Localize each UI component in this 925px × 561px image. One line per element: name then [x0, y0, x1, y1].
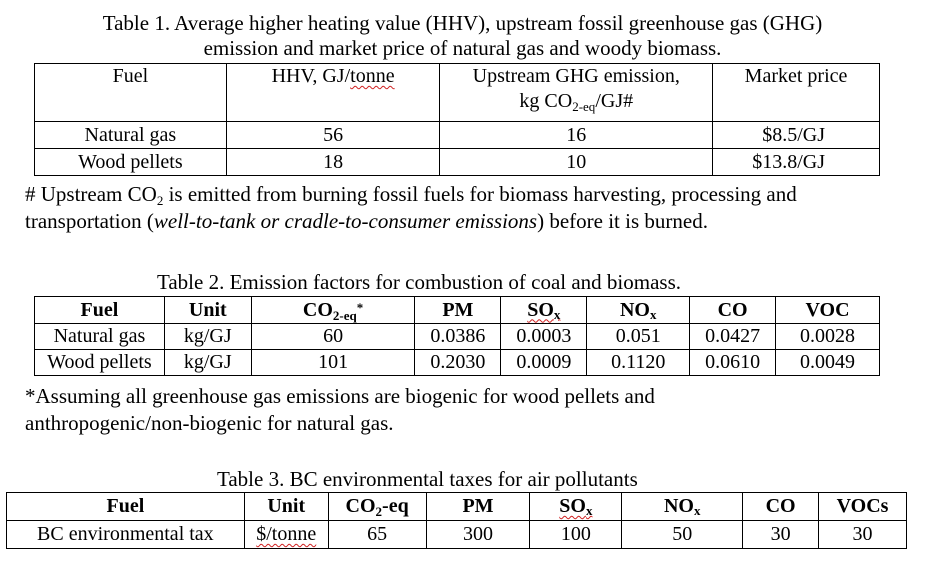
table2-cell-nox: 0.051 [587, 324, 690, 350]
co2-post: -eq [382, 495, 409, 517]
table2-cell-pm: 0.2030 [415, 350, 501, 376]
table3-header-co2 [328, 493, 426, 521]
table2-cell-voc: 0.0028 [776, 324, 880, 350]
table1-cell-ghg: 16 [440, 122, 713, 149]
table3-cell-pm: 300 [426, 521, 530, 549]
table2-header-co: CO [690, 297, 776, 324]
sox-label [559, 495, 592, 517]
table2-cell-co: 0.0610 [690, 350, 776, 376]
table2-header-row [35, 297, 880, 324]
sox-pre: SO [559, 495, 586, 517]
table3-header-row [7, 493, 907, 521]
table1-footnote [25, 181, 915, 235]
table2-cell-fuel: Natural gas [35, 324, 165, 350]
table2-header-unit: Unit [164, 297, 251, 324]
table2-cell-co2: 101 [251, 350, 415, 376]
table2-footnote-line1: *Assuming all greenhouse gas emissions are biogenic for wood pellets and [25, 384, 655, 408]
table1-footnote-line2 [25, 208, 915, 235]
table1-caption-line2: emission and market price of natural gas and woody biomass. [203, 36, 722, 60]
nox-pre: NO [663, 495, 694, 517]
table2-cell-fuel: Wood pellets [35, 350, 165, 376]
table2-cell-unit: kg/GJ [164, 324, 251, 350]
table-row [35, 350, 880, 376]
sox-label [527, 299, 560, 321]
table1-caption-line1: Table 1. Average higher heating value (HHV), upstream fossil greenhouse gas (GHG) [102, 11, 823, 35]
table2-cell-sox: 0.0003 [501, 324, 587, 350]
table2-header-nox [587, 297, 690, 324]
table1-header-ghg-line2 [440, 89, 712, 114]
table3-caption: Table 3. BC environmental taxes for air pollutants [217, 467, 638, 491]
nox-sub: x [693, 503, 701, 518]
table2-header-voc: VOC [776, 297, 880, 324]
table2-footnote [25, 383, 915, 437]
table1-cell-price: $8.5/GJ [713, 122, 880, 149]
table2-caption: Table 2. Emission factors for combustion of coal and biomass. [157, 270, 682, 294]
table3-header-vocs: VOCs [819, 493, 907, 521]
table2-footnote-line2: anthropogenic/non-biogenic for natural gas. [25, 411, 394, 435]
sox-sub: x [553, 306, 561, 322]
table3 [6, 492, 907, 549]
sox-pre: SO [527, 298, 554, 321]
table1-header-hhv [226, 64, 440, 122]
table2-cell-voc: 0.0049 [776, 350, 880, 376]
table2-cell-nox: 0.1120 [587, 350, 690, 376]
table2-cell-sox: 0.0009 [501, 350, 587, 376]
co2-sub: 2 [375, 504, 383, 519]
table2-header-sox [501, 297, 587, 324]
ghg-unit-post: /GJ# [595, 90, 634, 112]
table3-header-sox [530, 493, 622, 521]
table1-footnote-line1 [25, 181, 915, 208]
table1-header-row [35, 64, 880, 122]
table3-header-fuel: Fuel [7, 493, 245, 521]
table1-header-hhv-unit: tonne [350, 65, 395, 87]
nox-pre: NO [619, 298, 650, 321]
table1-header-fuel: Fuel [35, 64, 227, 122]
table1-cell-fuel: Wood pellets [35, 149, 227, 176]
table-row [35, 149, 880, 176]
table1-cell-fuel: Natural gas [35, 122, 227, 149]
table2-cell-unit: kg/GJ [164, 350, 251, 376]
table3-header-pm: PM [426, 493, 530, 521]
table1-header-ghg-line1: Upstream GHG emission, [472, 65, 680, 87]
table2-header-co2 [251, 297, 415, 324]
table3-header-nox [622, 493, 743, 521]
table-row [7, 521, 907, 549]
co2-pre: CO [345, 495, 376, 517]
table3-cell-co: 30 [743, 521, 819, 549]
table3-cell-nox: 50 [622, 521, 743, 549]
table1-cell-hhv: 18 [226, 149, 440, 176]
table2-cell-pm: 0.0386 [415, 324, 501, 350]
note-pre: # Upstream CO [25, 182, 157, 206]
ghg-unit-sub: 2-eq [572, 99, 596, 114]
table3-cell-unit [244, 521, 328, 549]
table3-cell-co2: 65 [328, 521, 426, 549]
table2 [34, 296, 880, 376]
ghg-unit-pre: kg CO [519, 90, 573, 112]
table2-header-fuel: Fuel [35, 297, 165, 324]
note-sub: 2 [156, 193, 164, 208]
table3-cell-vocs: 30 [819, 521, 907, 549]
table1-header-price: Market price [713, 64, 880, 122]
table-row [35, 122, 880, 149]
co2-post: * [356, 299, 364, 315]
table1-cell-price: $13.8/GJ [713, 149, 880, 176]
sox-sub: x [585, 503, 593, 518]
table1-cell-hhv: 56 [226, 122, 440, 149]
table3-cell-sox: 100 [530, 521, 622, 549]
table1-header-hhv-label: HHV, GJ/ [271, 65, 351, 87]
table3-header-unit: Unit [244, 493, 328, 521]
table1-cell-ghg: 10 [440, 149, 713, 176]
table2-cell-co: 0.0427 [690, 324, 776, 350]
note-post: is emitted from burning fossil fuels for biomass harvesting, processing and [163, 182, 797, 206]
table1-header-ghg [440, 64, 713, 122]
table-row [35, 324, 880, 350]
note2-post: ) before it is burned. [537, 209, 708, 233]
unit-text: $/tonne [256, 523, 317, 545]
table2-header-pm: PM [415, 297, 501, 324]
note2-pre: transportation ( [25, 209, 154, 233]
nox-sub: x [649, 306, 657, 322]
table3-header-co: CO [743, 493, 819, 521]
table3-cell-fuel: BC environmental tax [7, 521, 245, 549]
table1 [34, 63, 880, 176]
co2-pre: CO [302, 298, 333, 321]
co2-sub: 2-eq [332, 307, 357, 323]
table2-cell-co2: 60 [251, 324, 415, 350]
note2-italic: well-to-tank or cradle-to-consumer emissions [153, 209, 538, 233]
